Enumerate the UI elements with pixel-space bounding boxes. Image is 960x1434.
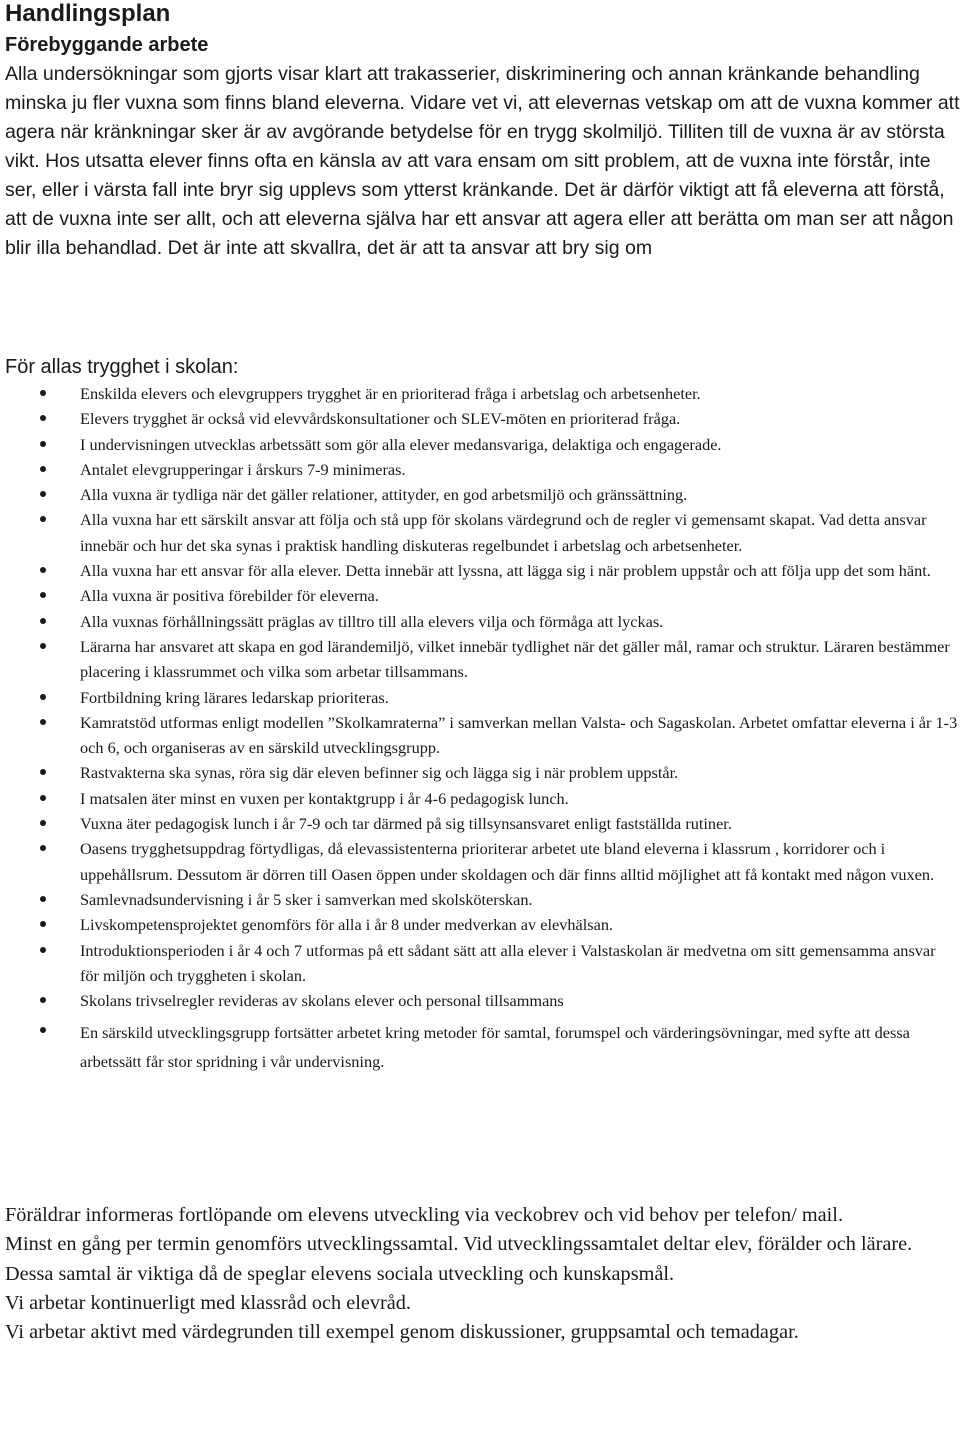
bullet-dot-icon <box>40 921 46 927</box>
bullet-dot-icon <box>40 820 46 826</box>
bullet-item <box>0 609 960 634</box>
bullet-item <box>0 988 960 1013</box>
closing-section <box>5 1201 955 1347</box>
bullet-dot-icon <box>40 592 46 598</box>
bullet-item <box>0 811 960 836</box>
bullet-dot-icon <box>40 466 46 472</box>
bullet-item <box>0 558 960 583</box>
bullet-text: Fortbildning kring lärares ledarskap prioriteras. <box>80 687 389 707</box>
bullet-item <box>0 1018 960 1076</box>
bullet-dot-icon <box>40 795 46 801</box>
bullet-text: Antalet elevgrupperingar i årskurs 7-9 minimeras. <box>80 459 406 479</box>
bullet-item <box>0 406 960 431</box>
bullet-text: Alla vuxna har ett ansvar för alla elever. Detta innebär att lyssna, att lägga sig i när problem uppstår och att följa upp det som hänt. <box>80 561 931 581</box>
bullet-text: En särskild utvecklingsgrupp fortsätter arbetet kring metoder för samtal, forumspel och värderingsövningar, med syfte att dessa arbetssätt får stor spridning i vår undervisning. <box>80 1023 910 1072</box>
bullet-text: Lärarna har ansvaret att skapa en god lärandemiljö, vilket innebär tydlighet när det gäller mål, ramar och struktur. Läraren bestämmer placering i klassrummet och vilka som arbetar tillsammans. <box>80 636 950 682</box>
bullet-dot-icon <box>40 947 46 953</box>
bullet-dot-icon <box>40 441 46 447</box>
bullet-text: Enskilda elevers och elevgruppers trygghet är en prioriterad fråga i arbetslag och arbetsenheter. <box>80 384 701 403</box>
bullet-text: I undervisningen utvecklas arbetssätt som gör alla elever medansvariga, delaktiga och engagerade. <box>80 434 722 454</box>
bullet-dot-icon <box>40 845 46 851</box>
bullet-dot-icon <box>40 415 46 421</box>
bullet-item <box>0 583 960 608</box>
bullet-text: Introduktionsperioden i år 4 och 7 utformas på ett sådant sätt att alla elever i Valstaskolan är medvetna om sitt gemensamma ansvar för miljön och tryggheten i skolan. <box>80 940 936 985</box>
closing-line: Vi arbetar kontinuerligt med klassråd och elevråd. <box>5 1291 411 1314</box>
bullet-text: Livskompetensprojektet genomförs för alla i år 8 under medverkan av elevhälsan. <box>80 915 614 935</box>
bullet-text: Alla vuxna har ett särskilt ansvar att följa och stå upp för skolans värdegrund och de regler vi gemensamt skapat. Vad detta ansvar innebär och hur det ska synas i praktisk handling diskuteras regelbundet i arbetslag och arbetsenheter. <box>80 510 927 555</box>
bullet-item <box>0 836 960 887</box>
bullet-dot-icon <box>40 567 46 573</box>
bullet-text: Rastvakterna ska synas, röra sig där eleven befinner sig och lägga sig i när problem uppstår. <box>80 763 679 783</box>
bullet-item <box>0 381 960 406</box>
bullet-dot-icon <box>40 1027 46 1033</box>
bullet-dot-icon <box>40 618 46 624</box>
bullet-dot-icon <box>40 643 46 649</box>
bullet-text: Alla vuxna är tydliga när det gäller relationer, attityder, en god arbetsmiljö och gränssättning. <box>80 485 688 505</box>
bullet-item <box>0 685 960 710</box>
bullet-dot-icon <box>40 491 46 497</box>
bullet-item <box>0 482 960 507</box>
bullet-text: Elevers trygghet är också vid elevvårdskonsultationer och SLEV-möten en prioriterad fråga. <box>80 409 681 429</box>
bullet-dot-icon <box>40 390 46 396</box>
bullet-dot-icon <box>40 516 46 522</box>
bullet-dot-icon <box>40 694 46 700</box>
bullet-item <box>0 887 960 912</box>
bullet-text: Kamratstöd utformas enligt modellen ”Skolkamraterna” i samverkan mellan Valsta- och Sagaskolan. Arbetet omfattar eleverna i år 1-3 och 6, och organiseras av en särskild utvecklingsgrupp. <box>80 712 958 758</box>
closing-line: Dessa samtal är viktiga då de speglar elevens sociala utveckling och kunskapsmål. <box>5 1262 675 1285</box>
bullet-item <box>0 938 960 989</box>
bullet-item <box>0 432 960 457</box>
safety-bullet-list <box>0 381 960 1076</box>
intro-paragraph: Alla undersökningar som gjorts visar klart att trakasserier, diskriminering och annan kränkande behandling minska ju fler vuxna som finns bland eleverna. Vidare vet vi, att elevernas vetskap om att de vuxna kommer att agera när kränkningar sker är av avgörande betydelse för en trygg skolmiljö. Tilliten till de vuxna är av största vikt. Hos utsatta elever finns ofta en känsla av att vara ensam om sitt problem, att de vuxna inte förstår, inte ser, eller i värsta fall inte bryr sig upplevs som ytterst kränkande. Det är därför viktigt att få eleverna att förstå, att de vuxna inte ser allt, och att eleverna själva har ett ansvar att agera eller att berätta om man ser att någon blir illa behandlad. Det är inte att skvallra, det är att ta ansvar att bry sig om <box>5 63 960 259</box>
document-title: Handlingsplan <box>5 0 171 27</box>
bullet-item <box>0 507 960 558</box>
bullet-item <box>0 634 960 685</box>
bullet-dot-icon <box>40 719 46 725</box>
bullet-dot-icon <box>40 896 46 902</box>
bullet-text: Oasens trygghetsuppdrag förtydligas, då elevassistenterna prioriterar arbetet ute bland eleverna i klassrum , korridorer och i uppehållsrum. Dessutom är dörren till Oasen öppen under skoldagen och där finns alltid möjlighet att få kontakt med någon vuxen. <box>80 839 935 884</box>
bullet-text: Samlevnadsundervisning i år 5 sker i samverkan med skolsköterskan. <box>80 889 533 909</box>
bullet-item <box>0 457 960 482</box>
bullet-text: I matsalen äter minst en vuxen per kontaktgrupp i år 4-6 pedagogisk lunch. <box>80 788 569 808</box>
section-heading: Förebyggande arbete <box>5 34 209 56</box>
safety-heading: För allas trygghet i skolan: <box>5 356 239 378</box>
bullet-dot-icon <box>40 769 46 775</box>
bullet-item <box>0 786 960 811</box>
bullet-text: Skolans trivselregler revideras av skolans elever och personal tillsammans <box>80 991 564 1011</box>
bullet-dot-icon <box>40 997 46 1003</box>
bullet-item <box>0 710 960 761</box>
closing-line: Vi arbetar aktivt med värdegrunden till exempel genom diskussioner, gruppsamtal och temadagar. <box>5 1321 799 1344</box>
bullet-item <box>0 912 960 937</box>
bullet-text: Alla vuxnas förhållningssätt präglas av tilltro till alla elevers vilja och förmåga att lyckas. <box>80 611 664 631</box>
bullet-item <box>0 760 960 785</box>
closing-line: Minst en gång per termin genomförs utvecklingssamtal. Vid utvecklingssamtalet deltar elev, förälder och lärare. <box>5 1233 913 1256</box>
bullet-text: Alla vuxna är positiva förebilder för eleverna. <box>80 586 379 606</box>
closing-line: Föräldrar informeras fortlöpande om elevens utveckling via veckobrev och vid behov per telefon/ mail. <box>5 1204 844 1226</box>
bullet-text: Vuxna äter pedagogisk lunch i år 7-9 och tar därmed på sig tillsynsansvaret enligt fastställda rutiner. <box>80 814 732 834</box>
